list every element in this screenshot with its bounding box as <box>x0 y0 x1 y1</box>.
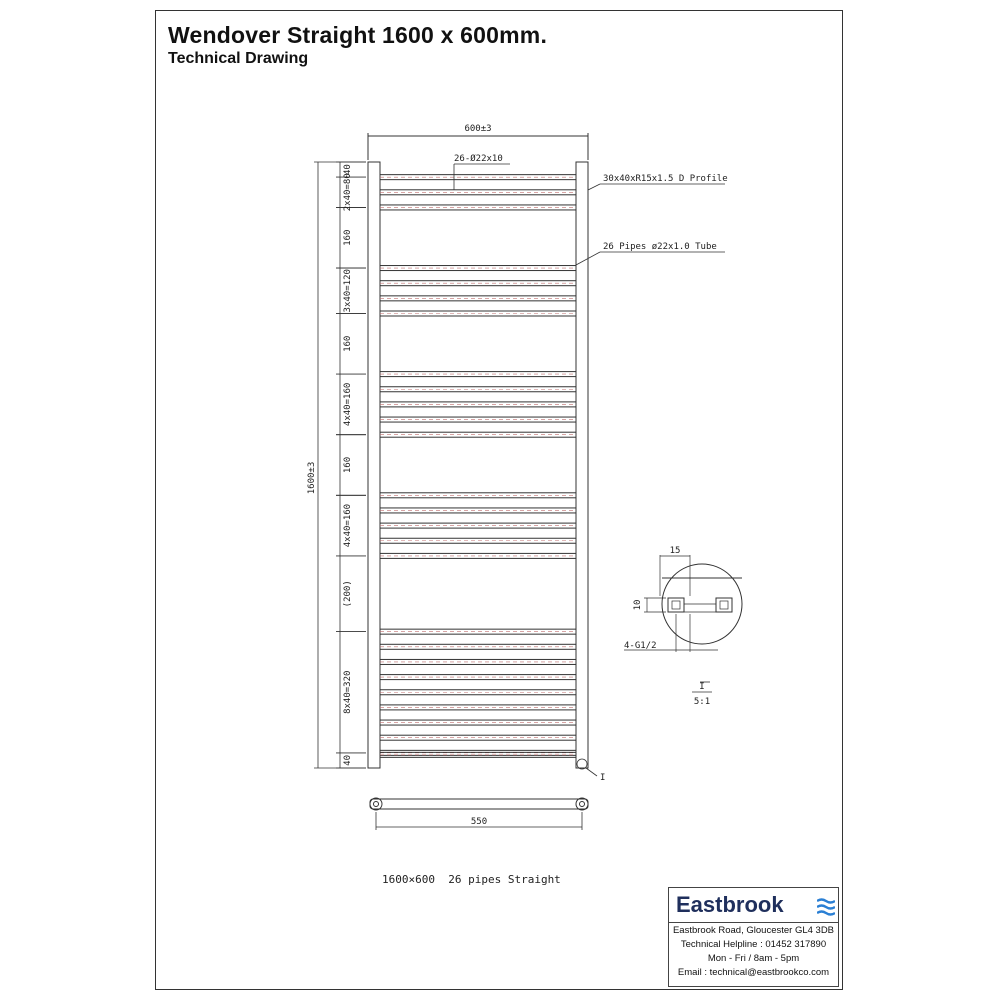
left-segment-label: 160 <box>343 335 353 352</box>
overall-height-label: 1600±3 <box>307 461 317 495</box>
left-segment-label: 8x40=320 <box>343 670 353 714</box>
brand-address: Eastbrook Road, Gloucester GL4 3DB <box>672 925 835 936</box>
detail-height-label: 10 <box>633 599 643 611</box>
left-segment-label: 40 <box>343 164 353 175</box>
left-segment-label: (200) <box>343 580 353 608</box>
plan-view-bar <box>370 799 588 809</box>
drawing-caption: 1600×600 26 pipes Straight <box>382 873 561 886</box>
left-segment-label: 4x40=160 <box>343 382 353 427</box>
bottom-width-label: 550 <box>470 817 488 827</box>
detail-marker-label: I <box>600 773 606 783</box>
pipe-group <box>380 175 576 758</box>
detail-width-label: 15 <box>669 546 681 556</box>
page-subtitle: Technical Drawing <box>168 50 309 67</box>
detail-view <box>624 555 742 692</box>
brand-name: Eastbrook <box>676 892 784 917</box>
left-segment-label: 40 <box>343 755 353 766</box>
pipe-count-spec-label: 26-Ø22x10 <box>454 154 503 164</box>
left-segment-label: 3x40=120 <box>343 269 353 313</box>
brand-email-text: Email : technical@eastbrookco.com <box>677 967 830 978</box>
pipe-spec-label: 26 Pipes ø22x1.0 Tube <box>603 242 717 252</box>
brand-divider <box>669 922 838 923</box>
brand-email[interactable] <box>669 967 838 978</box>
left-segment-label: 4x40=160 <box>343 503 353 548</box>
scale-marker-label: I <box>699 682 705 692</box>
left-segment-label: 2x40=80 <box>343 173 353 212</box>
waves-logo-icon <box>817 898 835 916</box>
connection-label: 4-G1/2 <box>624 641 657 651</box>
left-rail <box>368 162 380 768</box>
page-title: Wendover Straight 1600 x 600mm. <box>168 22 548 48</box>
left-plan-circle <box>370 798 382 810</box>
right-plan-circle <box>576 798 588 810</box>
scale-ratio-label: 5:1 <box>693 697 711 707</box>
left-segment-label: 160 <box>343 229 353 246</box>
brand-hours: Mon - Fri / 8am - 5pm <box>707 953 800 964</box>
brand-helpline: Technical Helpline : 01452 317890 <box>680 939 827 950</box>
right-rail <box>576 162 588 768</box>
profile-spec-label: 30x40xR15x1.5 D Profile <box>603 174 728 184</box>
brand-box <box>668 887 839 987</box>
left-segment-label: 160 <box>343 456 353 474</box>
overall-width-label: 600±3 <box>464 124 492 134</box>
